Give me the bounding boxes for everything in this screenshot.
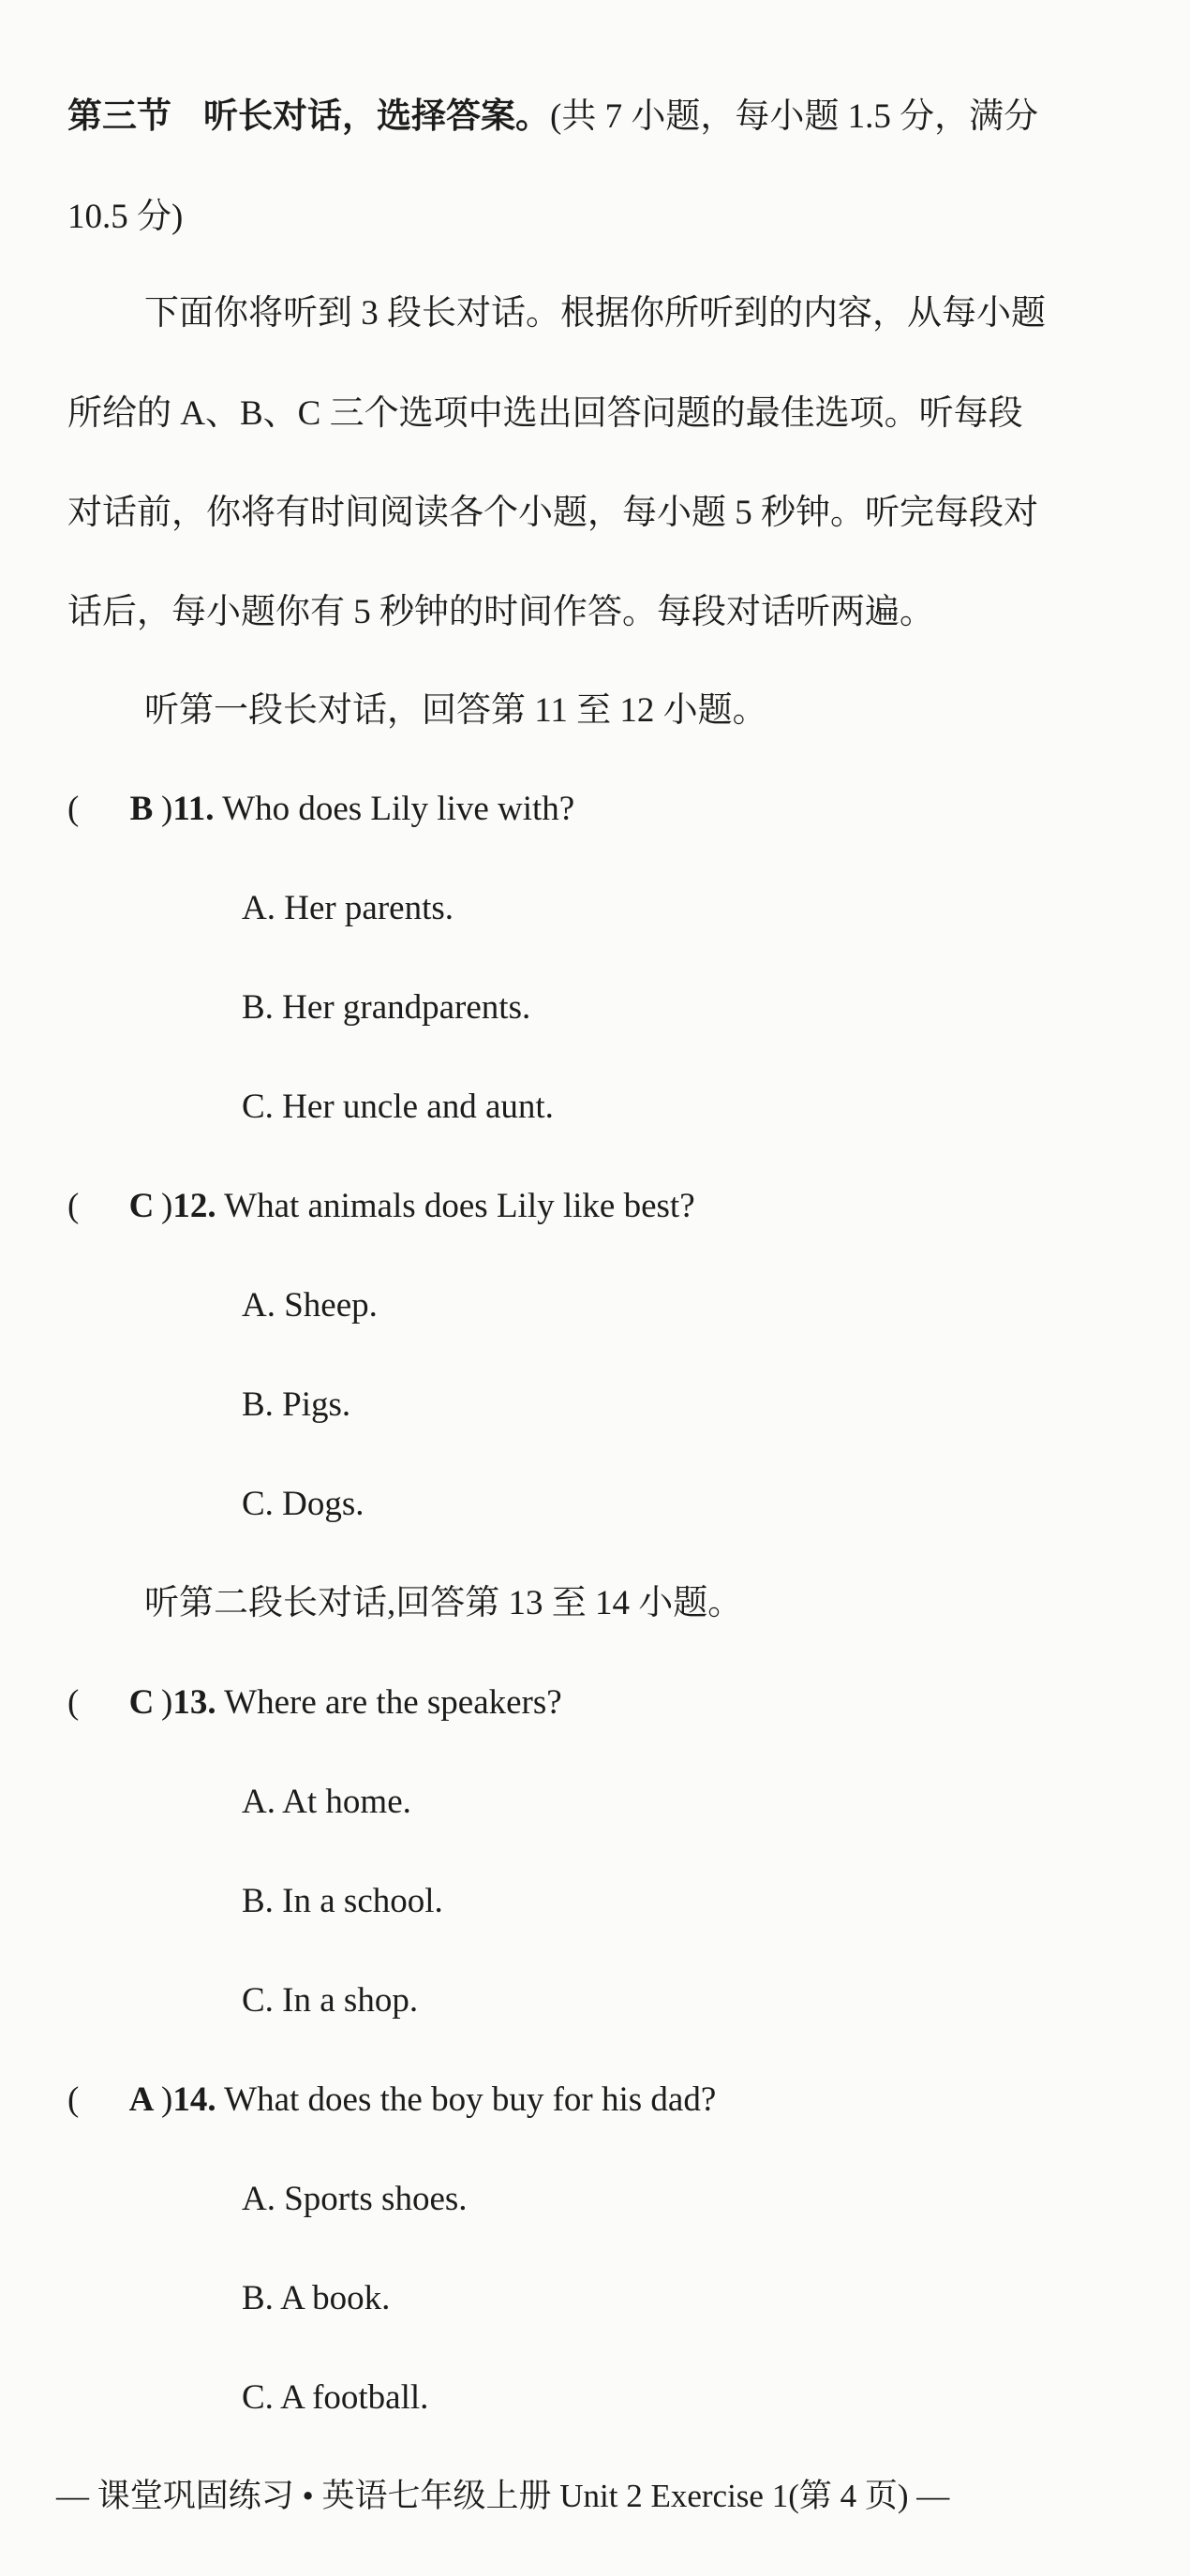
- option-c: C. A football.: [242, 2378, 429, 2417]
- answer-letter: A: [128, 2080, 155, 2119]
- instruction-line: 所给的 A、B、C 三个选项中选出回答问题的最佳选项。听每段: [67, 394, 1023, 433]
- answer-paren-close: ): [161, 790, 173, 828]
- question-number: 12.: [172, 1187, 216, 1225]
- option-c: C. In a shop.: [242, 1981, 419, 2020]
- question-number: 14.: [172, 2080, 216, 2119]
- option-b: B. A book.: [242, 2279, 391, 2317]
- question-number: 13.: [172, 1683, 216, 1722]
- option-c: C. Dogs.: [242, 1485, 364, 1523]
- section-header-line: [67, 94, 1123, 141]
- question-11: [67, 786, 1123, 833]
- question-number: 11.: [172, 790, 215, 828]
- dialogue-intro: 听第一段长对话，回答第 11 至 12 小题。: [144, 691, 767, 730]
- section-heading: 第三节: [67, 97, 171, 136]
- answer-paren-open: (: [67, 2080, 80, 2119]
- option-b: B. In a school.: [242, 1882, 443, 1920]
- option-a: A. Her parents.: [242, 889, 454, 927]
- question-13: [67, 1680, 1123, 1726]
- option-b: B. Pigs.: [242, 1385, 351, 1424]
- answer-paren-close: ): [161, 1683, 173, 1722]
- answer-paren-open: (: [67, 790, 80, 828]
- section-note: (共 7 小题，每小题 1.5 分，满分: [550, 97, 1039, 136]
- answer-paren-open: (: [67, 1187, 80, 1225]
- answer-letter: C: [128, 1683, 155, 1722]
- question-text: Where are the speakers?: [224, 1683, 562, 1722]
- question-text: What animals does Lily like best?: [224, 1187, 695, 1225]
- answer-paren-close: ): [161, 1187, 173, 1225]
- option-c: C. Her uncle and aunt.: [242, 1088, 554, 1126]
- question-12: [67, 1183, 1123, 1230]
- dialogue-intro: 听第二段长对话,回答第 13 至 14 小题。: [144, 1584, 743, 1622]
- instruction-line: 话后，每小题你有 5 秒钟的时间作答。每段对话听两遍。: [67, 593, 934, 631]
- question-text: What does the boy buy for his dad?: [224, 2080, 717, 2119]
- question-14: [67, 2077, 1123, 2124]
- option-a: A. Sports shoes.: [242, 2180, 468, 2218]
- answer-paren-open: (: [67, 1683, 80, 1722]
- question-text: Who does Lily live with?: [222, 790, 575, 828]
- section-title: 听长对话，选择答案。: [203, 97, 550, 136]
- option-a: A. At home.: [242, 1783, 411, 1821]
- option-a: A. Sheep.: [242, 1286, 378, 1325]
- answer-paren-close: ): [161, 2080, 173, 2119]
- answer-letter: C: [128, 1187, 155, 1225]
- answer-letter: B: [129, 790, 154, 828]
- section-note-continued: 10.5 分): [67, 198, 184, 236]
- option-b: B. Her grandparents.: [242, 988, 531, 1027]
- page-footer: — 课堂巩固练习 • 英语七年级上册 Unit 2 Exercise 1(第 4 页) —: [56, 2478, 950, 2514]
- instruction-line: 对话前，你将有时间阅读各个小题，每小题 5 秒钟。听完每段对: [67, 494, 1038, 532]
- instruction-line: 下面你将听到 3 段长对话。根据你所听到的内容，从每小题: [144, 294, 1046, 333]
